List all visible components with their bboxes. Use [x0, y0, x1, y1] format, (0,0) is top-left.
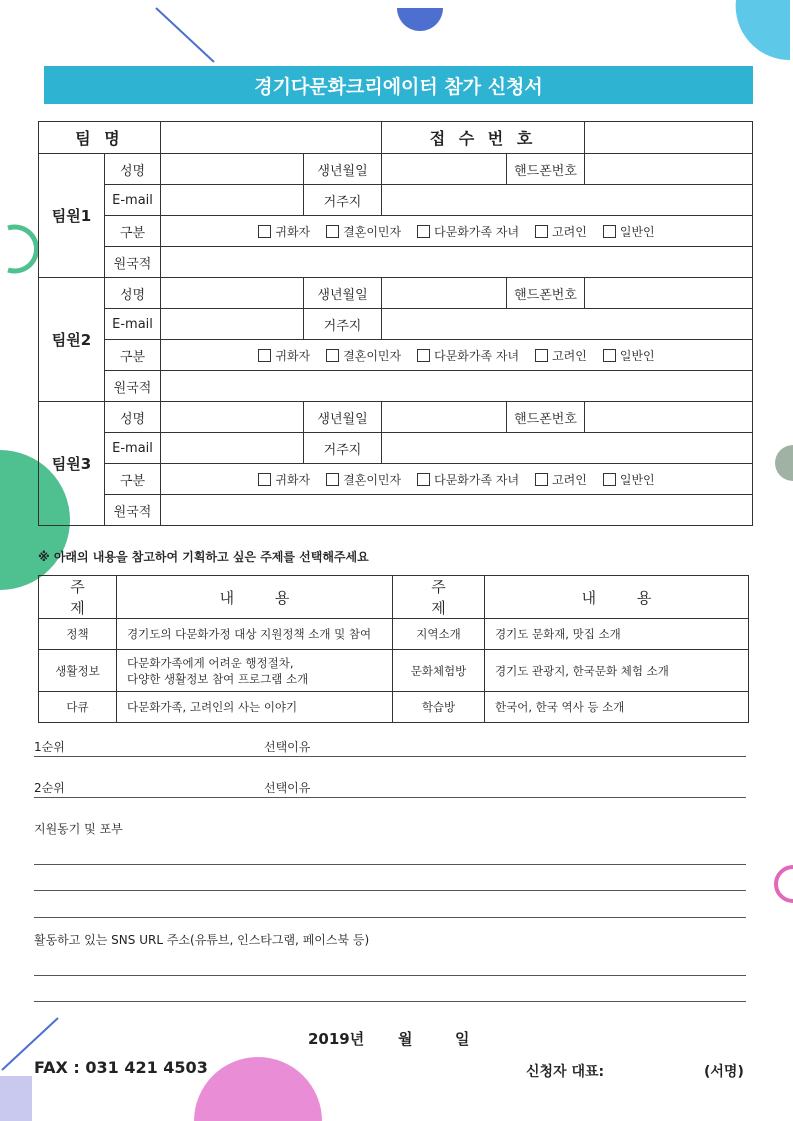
member1-birth-field[interactable]	[382, 154, 507, 185]
topic-note: ※ 아래의 내용을 참고하여 기획하고 싶은 주제를 선택해주세요	[38, 550, 369, 564]
deco-square-bottom-left	[0, 1076, 32, 1121]
category-option-label: 다문화가족 자녀	[434, 224, 520, 239]
content-header: 내 용	[117, 576, 393, 619]
member2-origin-field[interactable]	[161, 371, 753, 402]
member3-address-field[interactable]	[382, 433, 753, 464]
category-option[interactable]	[417, 471, 519, 488]
sns-label: 활동하고 있는 SNS URL 주소(유튜브, 인스타그램, 페이스북 등)	[34, 933, 370, 947]
signature-label: (서명)	[704, 1064, 744, 1080]
deco-half-circle-right-gray	[775, 445, 793, 481]
topic-content: 경기도 문화재, 맛집 소개	[485, 619, 749, 650]
member1-label: 팀원1	[39, 154, 105, 278]
address-label: 거주지	[304, 433, 382, 464]
email-label: E-mail	[105, 433, 161, 464]
name-label: 성명	[105, 402, 161, 433]
category-label: 구분	[105, 464, 161, 495]
origin-label: 원국적	[105, 247, 161, 278]
checkbox-icon[interactable]	[535, 473, 548, 486]
category-option-label: 결혼이민자	[343, 348, 402, 363]
topic-content-line: 다양한 생활정보 참여 프로그램 소개	[127, 671, 309, 686]
checkbox-icon[interactable]	[258, 473, 271, 486]
phone-label: 핸드폰번호	[507, 154, 585, 185]
name-label: 성명	[105, 154, 161, 185]
subject-header: 주 제	[393, 576, 485, 619]
checkbox-icon[interactable]	[603, 349, 616, 362]
category-option[interactable]	[326, 471, 401, 488]
rank1-reason-label: 선택이유	[264, 740, 311, 754]
checkbox-icon[interactable]	[535, 349, 548, 362]
member3-name-field[interactable]	[161, 402, 304, 433]
category-option[interactable]	[535, 347, 587, 364]
category-option-label: 고려인	[552, 472, 587, 487]
category-option-label: 귀화자	[275, 224, 311, 239]
category-label: 구분	[105, 340, 161, 371]
address-label: 거주지	[304, 309, 382, 340]
subject-header: 주 제	[39, 576, 117, 619]
deco-ring-left-green	[8, 227, 37, 271]
checkbox-icon[interactable]	[326, 473, 339, 486]
topic-content: 다문화가족, 고려인의 사는 이야기	[117, 692, 393, 723]
deco-half-circle-top-blue	[397, 8, 443, 31]
birth-label: 생년월일	[304, 278, 382, 309]
sns-input-line[interactable]	[34, 975, 746, 976]
deco-half-circle-bottom-pink	[194, 1057, 322, 1121]
category-option[interactable]	[258, 347, 310, 364]
day-text: 일	[455, 1030, 470, 1048]
checkbox-icon[interactable]	[417, 473, 430, 486]
checkbox-icon[interactable]	[258, 225, 271, 238]
checkbox-icon[interactable]	[326, 225, 339, 238]
category-option-label: 고려인	[552, 348, 587, 363]
member3-phone-field[interactable]	[585, 402, 753, 433]
rank1-label: 1순위	[34, 740, 65, 754]
motivation-input-line[interactable]	[34, 864, 746, 865]
deco-ring-right-magenta	[776, 867, 793, 901]
topic-subject: 지역소개	[393, 619, 485, 650]
category-option-label: 다문화가족 자녀	[434, 348, 520, 363]
member2-phone-field[interactable]	[585, 278, 753, 309]
category-option[interactable]	[603, 223, 655, 240]
topic-table	[38, 575, 749, 723]
rank2-label: 2순위	[34, 781, 65, 795]
category-option[interactable]	[326, 347, 401, 364]
phone-label: 핸드폰번호	[507, 278, 585, 309]
category-option[interactable]	[417, 347, 519, 364]
phone-label: 핸드폰번호	[507, 402, 585, 433]
birth-label: 생년월일	[304, 154, 382, 185]
member2-label: 팀원2	[39, 278, 105, 402]
topic-content-line: 다문화가족에게 어려운 행정절차,	[127, 655, 294, 670]
member3-origin-field[interactable]	[161, 495, 753, 526]
member1-phone-field[interactable]	[585, 154, 753, 185]
category-option-label: 일반인	[619, 224, 655, 239]
member3-category-options	[161, 464, 753, 495]
member3-email-field[interactable]	[161, 433, 304, 464]
category-option-label: 일반인	[619, 472, 655, 487]
rank2-input-line[interactable]	[34, 797, 746, 798]
sns-input-line[interactable]	[34, 1001, 746, 1002]
month-text: 월	[398, 1030, 413, 1048]
category-option-label: 고려인	[552, 224, 587, 239]
category-option[interactable]	[535, 223, 587, 240]
checkbox-icon[interactable]	[603, 225, 616, 238]
category-option-label: 귀화자	[275, 348, 311, 363]
member2-email-field[interactable]	[161, 309, 304, 340]
origin-label: 원국적	[105, 371, 161, 402]
category-option[interactable]	[258, 223, 310, 240]
category-option-label: 일반인	[619, 348, 655, 363]
team-info-table	[38, 121, 753, 526]
category-option[interactable]	[603, 347, 655, 364]
topic-content: 경기도 관광지, 한국문화 체험 소개	[485, 650, 749, 692]
topic-subject: 학습방	[393, 692, 485, 723]
topic-subject: 문화체험방	[393, 650, 485, 692]
member2-category-options	[161, 340, 753, 371]
category-label: 구분	[105, 216, 161, 247]
member1-email-field[interactable]	[161, 185, 304, 216]
category-option[interactable]	[535, 471, 587, 488]
motivation-input-line[interactable]	[34, 890, 746, 891]
rank2-reason-label: 선택이유	[264, 781, 311, 795]
checkbox-icon[interactable]	[417, 225, 430, 238]
member2-address-field[interactable]	[382, 309, 753, 340]
category-option[interactable]	[603, 471, 655, 488]
checkbox-icon[interactable]	[326, 349, 339, 362]
team-name-field[interactable]	[161, 122, 382, 154]
checkbox-icon[interactable]	[603, 473, 616, 486]
topic-subject: 생활정보	[39, 650, 117, 692]
motivation-input-line[interactable]	[34, 917, 746, 918]
page-title: 경기다문화크리에이터 참가 신청서	[44, 66, 753, 104]
name-label: 성명	[105, 278, 161, 309]
category-option[interactable]	[417, 223, 519, 240]
member2-name-field[interactable]	[161, 278, 304, 309]
deco-quarter-circle-top-right	[736, 0, 790, 60]
topic-content	[117, 650, 393, 692]
receipt-number-label: 접 수 번 호	[382, 122, 585, 154]
member3-label: 팀원3	[39, 402, 105, 526]
address-label: 거주지	[304, 185, 382, 216]
member1-category-options	[161, 216, 753, 247]
member1-address-field[interactable]	[382, 185, 753, 216]
member2-birth-field[interactable]	[382, 278, 507, 309]
fax-number: FAX : 031 421 4503	[34, 1058, 208, 1077]
topic-content: 한국어, 한국 역사 등 소개	[485, 692, 749, 723]
checkbox-icon[interactable]	[535, 225, 548, 238]
member1-origin-field[interactable]	[161, 247, 753, 278]
year-text: 2019년	[308, 1030, 365, 1048]
topic-subject: 다큐	[39, 692, 117, 723]
topic-content: 경기도의 다문화가정 대상 지원정책 소개 및 참여	[117, 619, 393, 650]
email-label: E-mail	[105, 185, 161, 216]
topic-subject: 정책	[39, 619, 117, 650]
birth-label: 생년월일	[304, 402, 382, 433]
deco-line-top	[156, 8, 214, 62]
member3-birth-field[interactable]	[382, 402, 507, 433]
receipt-number-field[interactable]	[585, 122, 753, 154]
origin-label: 원국적	[105, 495, 161, 526]
rank1-input-line[interactable]	[34, 756, 746, 757]
member1-name-field[interactable]	[161, 154, 304, 185]
category-option[interactable]	[326, 223, 401, 240]
motivation-label: 지원동기 및 포부	[34, 822, 123, 836]
representative-label: 신청자 대표:	[526, 1064, 605, 1080]
category-option[interactable]	[258, 471, 310, 488]
checkbox-icon[interactable]	[258, 349, 271, 362]
category-option-label: 결혼이민자	[343, 472, 402, 487]
category-option-label: 결혼이민자	[343, 224, 402, 239]
checkbox-icon[interactable]	[417, 349, 430, 362]
category-option-label: 다문화가족 자녀	[434, 472, 520, 487]
content-header: 내 용	[485, 576, 749, 619]
email-label: E-mail	[105, 309, 161, 340]
category-option-label: 귀화자	[275, 472, 311, 487]
team-name-label: 팀 명	[39, 122, 161, 154]
